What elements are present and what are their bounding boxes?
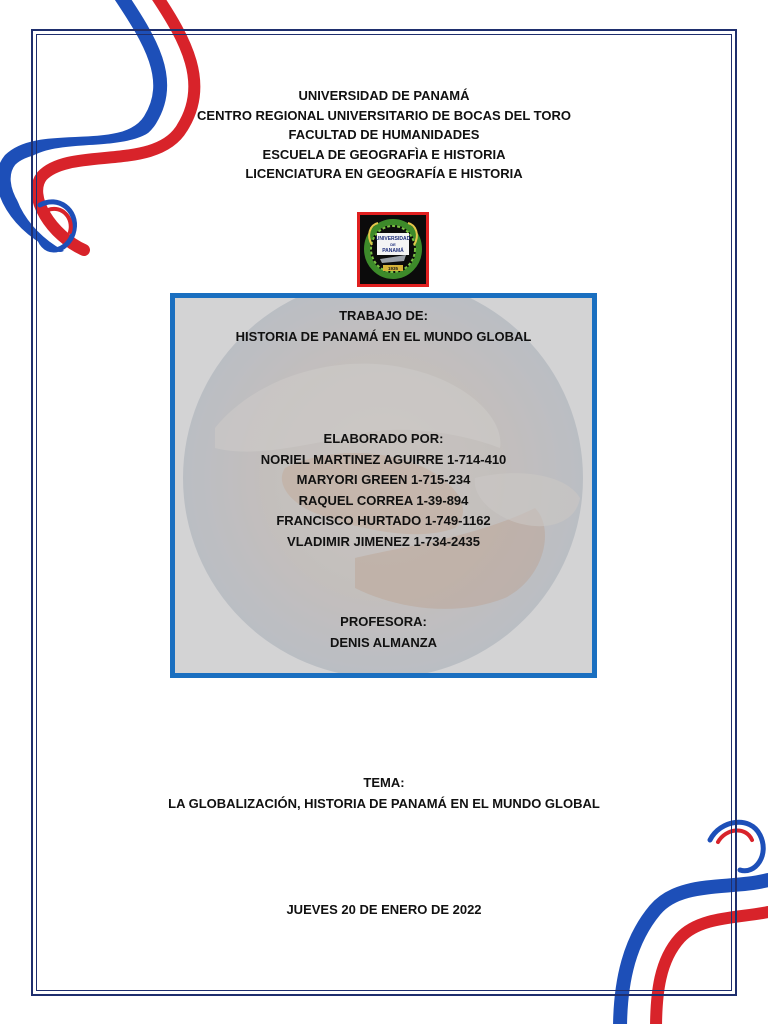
topic-title: LA GLOBALIZACIÓN, HISTORIA DE PANAMÁ EN EL MUNDO GLOBAL <box>168 795 600 811</box>
professor-name: DENIS ALMANZA <box>329 634 438 650</box>
seal-icon <box>360 215 426 284</box>
university-name: UNIVERSIDAD DE PANAMÁ <box>298 88 470 103</box>
seal-text-top: UNIVERSIDAD <box>375 236 411 242</box>
document-date: JUEVES 20 DE ENERO DE 2022 <box>286 902 482 917</box>
seal-text-mid: DE <box>390 242 396 247</box>
author-item: FRANCISCO HURTADO 1-749-1162 <box>276 513 491 528</box>
author-item: NORIEL MARTINEZ AGUIRRE 1-714-410 <box>260 451 507 467</box>
professor-label: PROFESORA: <box>340 614 427 629</box>
work-label: TRABAJO DE: <box>339 308 428 323</box>
author-item: VLADIMIR JIMENEZ 1-734-2435 <box>287 533 480 549</box>
degree-name: LICENCIATURA EN GEOGRAFÍA E HISTORIA <box>245 166 523 181</box>
regional-center: CENTRO REGIONAL UNIVERSITARIO DE BOCAS DEL TORO <box>197 107 571 123</box>
work-title: HISTORIA DE PANAMÁ EN EL MUNDO GLOBAL <box>235 328 532 344</box>
work-info-box <box>170 293 597 678</box>
professor-section <box>175 612 592 653</box>
faculty-name: FACULTAD DE HUMANIDADES <box>288 127 480 142</box>
author-item: MARYORI GREEN 1-715-234 <box>296 472 471 487</box>
authors-label: ELABORADO POR: <box>323 431 444 446</box>
seal-year: 1935 <box>387 266 399 271</box>
topic-section <box>0 773 768 814</box>
school-name: ESCUELA DE GEOGRAFÌA E HISTORIA <box>262 146 506 162</box>
work-title-section <box>175 306 592 347</box>
topic-label: TEMA: <box>363 775 405 790</box>
seal-text-bottom: PANAMÁ <box>382 248 404 254</box>
institution-header <box>0 86 768 184</box>
university-seal-logo <box>357 212 429 287</box>
author-item: RAQUEL CORREA 1-39-894 <box>298 492 469 508</box>
authors-section <box>175 429 592 552</box>
